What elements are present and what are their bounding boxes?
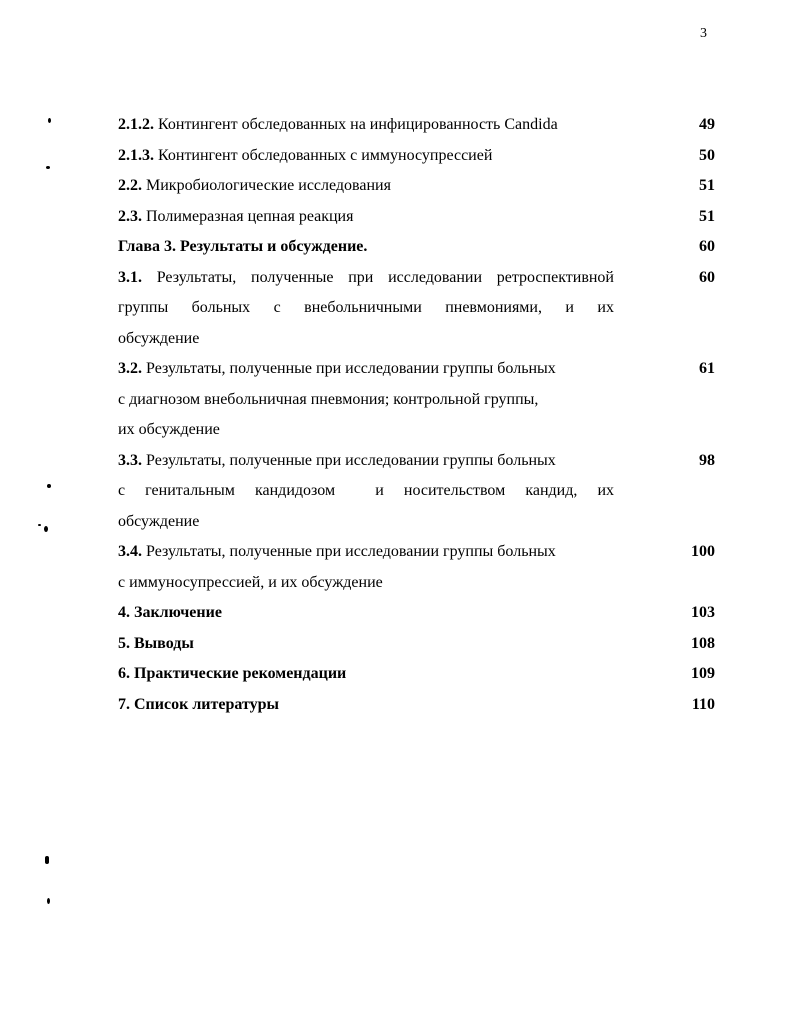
scan-speck: [47, 484, 51, 488]
toc-entry-number: 2.1.3.: [118, 146, 154, 164]
toc-section-heading: 4. Заключение: [118, 604, 222, 621]
toc-entry-title-line: обсуждение: [118, 329, 200, 347]
toc-page-number: 103: [691, 604, 715, 621]
toc-page-number: 108: [691, 634, 715, 652]
toc-entry-number: 3.4.: [118, 543, 142, 560]
toc-entry-number: 3.2.: [118, 360, 142, 377]
scan-speck: [44, 526, 48, 532]
toc-entry-references[interactable]: [118, 690, 715, 721]
toc-entry-number: 3.3.: [118, 451, 142, 469]
toc-entry-2-1-3[interactable]: [118, 141, 715, 172]
scan-speck: [45, 856, 49, 864]
toc-entry-title-line: обсуждение: [118, 512, 200, 530]
toc-entry-title-line: Результаты, полученные при исследовании группы больных: [142, 360, 556, 377]
toc-page-number: 110: [691, 695, 715, 713]
toc-page-number: 100: [691, 543, 715, 560]
scan-speck: [47, 898, 50, 904]
toc-entry-2-2[interactable]: [118, 171, 715, 202]
toc-entry-title-line: их обсуждение: [118, 421, 220, 438]
toc-entry-findings[interactable]: [118, 629, 715, 660]
toc-entry-number: 2.3.: [118, 207, 142, 225]
toc-entry-number: 2.1.2.: [118, 116, 154, 133]
toc-entry-number: 2.2.: [118, 177, 142, 194]
page-number: 3: [700, 26, 707, 41]
toc-page-number: 49: [699, 116, 715, 133]
toc-page-number: 60: [699, 238, 715, 255]
toc-entry-title-line: Результаты, полученные при исследовании группы больных: [142, 451, 556, 469]
toc-entry-title-line: группы больных с внебольничными пневмониями, и их: [118, 299, 614, 316]
toc-page-number: 109: [691, 665, 715, 682]
toc-page-number: 51: [699, 207, 715, 225]
toc-entry-title-line: с иммуносупрессией, и их обсуждение: [118, 573, 383, 591]
toc-section-heading: 6. Практические рекомендации: [118, 665, 347, 682]
table-of-contents: [118, 110, 715, 720]
toc-page-number: 50: [699, 146, 715, 164]
toc-page-number: 61: [699, 360, 715, 377]
toc-entry-recommendations[interactable]: [118, 659, 715, 690]
toc-entry-3-4[interactable]: [118, 537, 715, 598]
toc-page-number: 98: [699, 451, 715, 469]
toc-entry-number: 3.1.: [118, 268, 142, 286]
toc-section-heading: 5. Выводы: [118, 634, 194, 652]
toc-entry-title: Контингент обследованных на инфицированность Candida: [154, 116, 558, 133]
scan-speck: [48, 118, 51, 123]
toc-entry-chapter-3[interactable]: [118, 232, 715, 263]
scan-speck: [46, 166, 50, 169]
toc-entry-title-line: с генитальным кандидозом и носительством кандид, их: [118, 482, 614, 499]
toc-section-heading: 7. Список литературы: [118, 695, 279, 713]
toc-entry-title: Микробиологические исследования: [142, 177, 391, 194]
toc-entry-2-3[interactable]: [118, 202, 715, 233]
toc-entry-3-1[interactable]: [118, 263, 715, 355]
scan-speck: [38, 524, 41, 526]
toc-entry-3-2[interactable]: [118, 354, 715, 446]
toc-page-number: 60: [699, 268, 715, 286]
toc-entry-3-3[interactable]: [118, 446, 715, 538]
toc-entry-title-line: Результаты, полученные при исследовании ретроспективной: [142, 268, 614, 286]
toc-entry-title: Полимеразная цепная реакция: [142, 207, 354, 225]
toc-entry-conclusion[interactable]: [118, 598, 715, 629]
toc-page-number: 51: [699, 177, 715, 194]
toc-entry-title: Контингент обследованных с иммуносупрессией: [154, 146, 493, 164]
toc-entry-title-line: с диагнозом внебольничная пневмония; контрольной группы,: [118, 390, 539, 408]
toc-chapter-heading: Глава 3. Результаты и обсуждение.: [118, 238, 368, 255]
toc-entry-2-1-2[interactable]: [118, 110, 715, 141]
toc-entry-title-line: Результаты, полученные при исследовании группы больных: [142, 543, 556, 560]
